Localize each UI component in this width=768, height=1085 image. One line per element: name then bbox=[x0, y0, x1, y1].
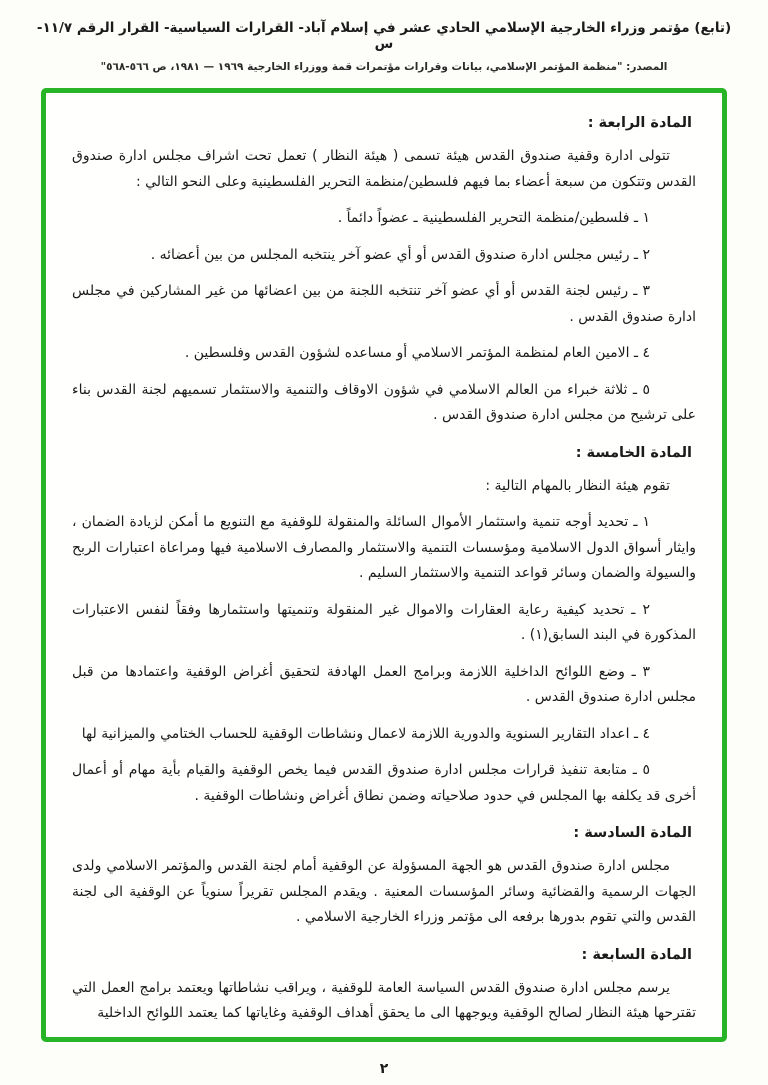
numbered-item: ٣ ـ رئيس لجنة القدس أو أي عضو آخر تنتخبه اللجنة من بين اعضائها من غير المشاركين في مجلس ادارة صندوق القدس . bbox=[72, 283, 696, 325]
numbered-item: ٣ ـ وضع اللوائح الداخلية اللازمة وبرامج العمل الهادفة لتحقيق أغراض الوقفية واعتمادها من قبل مجلس ادارة صندوق القدس . bbox=[72, 663, 696, 705]
article-section bbox=[72, 821, 696, 931]
numbered-item: ١ ـ فلسطين/منظمة التحرير الفلسطينية ـ عضواً دائماً . bbox=[337, 210, 650, 226]
article-heading: المادة الرابعة : bbox=[587, 115, 692, 131]
page-footer bbox=[0, 1058, 768, 1077]
numbered-item: ١ ـ تحديد أوجه تنمية واستثمار الأموال السائلة والمنقولة للوقفية مع التنويع ما أمكن لزيادة الضمان ، وايثار أسواق الدول الاسلامية ومؤسسات التنمية والاستثمار والمصارف الاسلامية فيها ومراعاة اعتبارات الربح والسيولة والضمان وسائر قواعد التنمية والاستثمار السليم . bbox=[72, 514, 696, 581]
paragraph: يرسم مجلس ادارة صندوق القدس السياسة العامة للوقفية ، ويراقب نشاطاتها ويعتمد برامج العمل التي تقترحها هيئة النظار لصالح الوقفية ويوجهها الى ما يحقق أهداف الوقفية وغاياتها كما يعتمد اللوائح الداخلية bbox=[72, 979, 696, 1021]
document-title: (تابع) مؤتمر وزراء الخارجية الإسلامي الحادي عشر في إسلام آباد- القرارات السياسية- القرار الرقم ١١/٧- س bbox=[36, 20, 732, 52]
paragraph: تتولى ادارة وقفية صندوق القدس هيئة تسمى ( هيئة النظار ) تعمل تحت اشراف مجلس ادارة صندوق القدس وتتكون من سبعة أعضاء بما فيهم فلسطين/منظمة التحرير الفلسطينية وعلى النحو التالي : bbox=[72, 148, 696, 190]
page-header bbox=[0, 0, 768, 73]
numbered-item: ٥ ـ متابعة تنفيذ قرارات مجلس ادارة صندوق القدس فيما يخص الوقفية والقيام بأية مهام أو أعمال أخرى قد يكلفه بها المجلس في حدود صلاحياته وضمن نطاق أغراض ونشاطات الوقفية . bbox=[72, 762, 696, 804]
paragraph: مجلس ادارة صندوق القدس هو الجهة المسؤولة عن الوقفية أمام لجنة القدس والمؤتمر الاسلامي ولدى الجهات الرسمية والقضائية وسائر المؤسسات المعنية . ويقدم المجلس تقريراً سنوياً عن الوقفية الى لجنة القدس والتي تقوم بدورها برفعه الى مؤتمر وزراء الخارجية الاسلامي . bbox=[72, 858, 696, 925]
numbered-item: ٤ ـ اعداد التقارير السنوية والدورية اللازمة لاعمال ونشاطات الوقفية للحساب الختامي والميزانية لها bbox=[81, 725, 650, 742]
numbered-item: ٤ ـ الامين العام لمنظمة المؤتمر الاسلامي أو مساعده لشؤون القدس وفلسطين . bbox=[184, 345, 650, 361]
numbered-item: ٥ ـ ثلاثة خبراء من العالم الاسلامي في شؤون الاوقاف والتنمية والاستثمار تسميهم لجنة القدس بناء على ترشيح من مجلس ادارة صندوق القدس . bbox=[72, 381, 696, 423]
numbered-item: ٢ ـ رئيس مجلس ادارة صندوق القدس أو أي عضو آخر ينتخبه المجلس من بين أعضائه . bbox=[150, 246, 650, 263]
document-source-line: المصدر: "منظمة المؤتمر الإسلامي، بيانات وقرارات مؤتمرات قمة ووزراء الخارجية ١٩٦٩ — ١٩٨١، ص ٥٦٦-٥٦٨" bbox=[100, 61, 668, 73]
paragraph: تقوم هيئة النظار بالمهام التالية : bbox=[485, 477, 670, 494]
article-section bbox=[72, 111, 696, 429]
article-heading: المادة الخامسة : bbox=[575, 444, 692, 461]
article-section bbox=[72, 441, 696, 810]
article-heading: المادة السابعة : bbox=[581, 946, 692, 963]
document-body bbox=[72, 111, 696, 1027]
green-frame bbox=[41, 88, 727, 1042]
numbered-item: ٢ ـ تحديد كيفية رعاية العقارات والاموال غير المنقولة وتنميتها واستثمارها وفقاً لنفس الاعتبارات المذكورة في البند السابق(١) . bbox=[72, 601, 696, 643]
page-number: ٢ bbox=[379, 1061, 389, 1077]
article-section bbox=[72, 943, 696, 1027]
article-heading: المادة السادسة : bbox=[573, 825, 692, 841]
